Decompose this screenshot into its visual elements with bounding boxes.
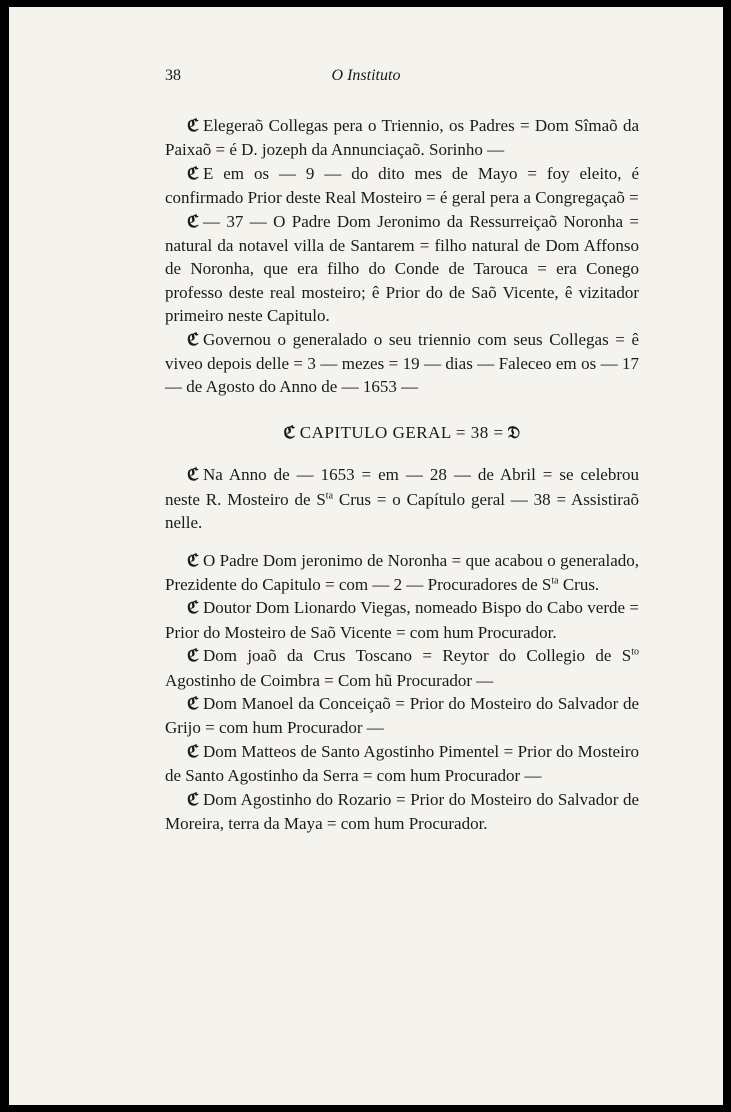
- heading-end-mark-icon: 𝔇: [507, 422, 521, 443]
- attendee-entry: ℭ O Padre Dom jeronimo de Noronha = que acabou o generalado, Prezidente do Capitulo = com — 2 — Procuradores de $S^{ta}$ Crus.: [165, 550, 639, 594]
- paragraph-mark-icon: ℭ: [187, 646, 199, 667]
- paragraph-mark-icon: ℭ: [187, 598, 199, 619]
- session-paragraph: ℭ Na Anno de — 1653 = em — 28 — de Abril = se celebrou neste R. Mosteiro de $S^{ta}$ Crus = o Capítulo geral — 38 = Assistiraõ nelle.: [165, 465, 640, 533]
- paragraph: [165, 114, 639, 162]
- chapter-heading-text: CAPITULO GERAL = 38 =: [299, 422, 504, 442]
- paragraph-text: Elegeraõ Collegas pera o Triennio, os Padres = Dom Sîmaõ da Paixaõ = é D. jozeph da Annunciaçaõ. Sorinho —: [165, 116, 639, 160]
- page: [9, 7, 723, 1105]
- paragraph-mark-icon: ℭ: [187, 211, 199, 232]
- body-text: [165, 114, 639, 835]
- paragraph-mark-icon: ℭ: [187, 465, 199, 486]
- running-title: O Instituto: [331, 67, 401, 84]
- paragraph-mark-icon: ℭ: [187, 163, 199, 184]
- paragraph: [165, 328, 639, 399]
- attendee-entry: ℭ Doutor Dom Lionardo Viegas, nomeado Bispo do Cabo verde = Prior do Mosteiro de Saõ Vicente = com hum Procurador.: [165, 598, 639, 642]
- paragraph: [165, 210, 639, 328]
- attendee-entry: ℭ Dom Manoel da Conceiçaõ = Prior do Mosteiro do Salvador de Grijo = com hum Procurador —: [165, 693, 639, 738]
- paragraph-mark-icon: ℭ: [187, 741, 199, 762]
- paragraph-text: — 37 — O Padre Dom Jeronimo da Ressurreiçaõ Noronha = natural da notavel villa de Santarem = filho natural de Dom Affonso de Noronha, que era filho do Conde de Tarouca = era Conego professo deste real mosteiro; ê Prior do de Saõ Vicente, ê vizitador primeiro neste Capitulo.: [165, 211, 639, 326]
- attendee-list: [165, 549, 639, 836]
- attendee-entry: ℭ Dom Matteos de Santo Agostinho Pimentel = Prior do Mosteiro de Santo Agostinho da Serra = com hum Procurador —: [165, 741, 639, 786]
- paragraph-mark-icon: ℭ: [283, 422, 296, 443]
- paragraph-mark-icon: ℭ: [187, 329, 199, 350]
- paragraph-text: E em os — 9 — do dito mes de Mayo = foy eleito, é confirmado Prior deste Real Mosteiro = é geral pera a Congregaçaõ =: [165, 163, 639, 208]
- chapter-heading: [165, 421, 639, 445]
- paragraphs-before: [165, 114, 639, 399]
- page-number: 38: [165, 67, 181, 84]
- page-header: [9, 67, 723, 91]
- attendee-entry: ℭ Dom joaõ da Crus Toscano = Reytor do Collegio de $S^{to}$ Agostinho de Coimbra = Com hũ Procurador —: [165, 646, 639, 690]
- paragraph-text: Governou o generalado o seu triennio com seus Collegas = ê viveo depois delle = 3 — mezes = 19 — dias — Faleceo em os — 17 — de Agosto do Anno de — 1653 —: [165, 329, 639, 397]
- paragraph-mark-icon: ℭ: [187, 550, 199, 571]
- paragraph-mark-icon: ℭ: [187, 116, 199, 136]
- attendee-entry: ℭ Dom Agostinho do Rozario = Prior do Mosteiro do Salvador de Moreira, terra da Maya = com hum Procurador.: [165, 789, 639, 833]
- paragraph-mark-icon: ℭ: [187, 789, 199, 810]
- paragraph-mark-icon: ℭ: [187, 693, 199, 714]
- paragraph: [165, 162, 639, 210]
